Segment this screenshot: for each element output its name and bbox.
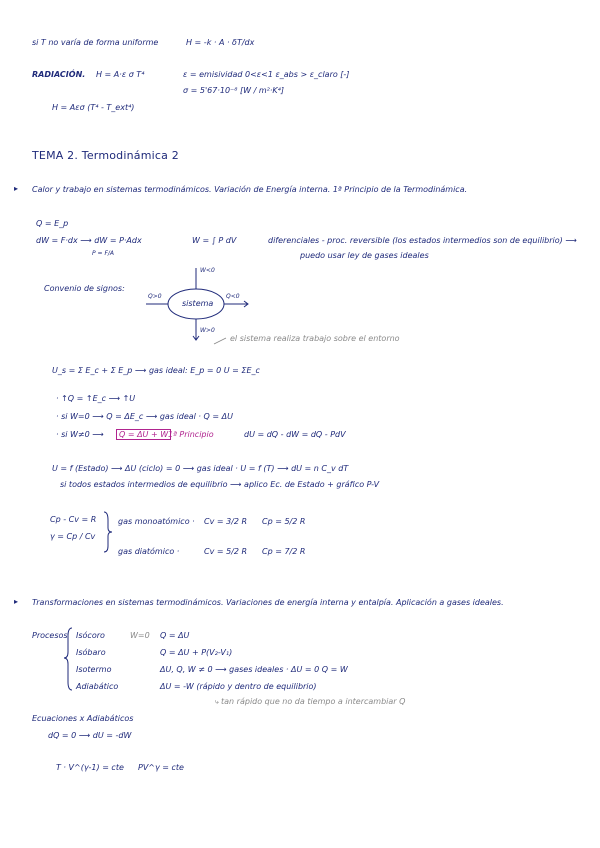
formula: W=0 xyxy=(130,631,150,640)
convenio-label: Convenio de signos: xyxy=(44,284,125,293)
formula: Cp = 7/2 R xyxy=(262,547,306,556)
sistema-label: sistema xyxy=(182,299,214,308)
label: Q>0 xyxy=(148,293,162,300)
formula: · si W≠0 ⟶ xyxy=(56,430,104,439)
formula: H = -k · A · δT/dx xyxy=(186,38,255,47)
ecuaciones-label: Ecuaciones x Adiabáticos xyxy=(32,714,134,723)
page-title: TEMA 2. Termodinámica 2 xyxy=(32,149,179,162)
process-isobaro: Isóbaro xyxy=(76,648,106,657)
formula: σ = 5'67·10⁻⁸ [W / m²·K⁴] xyxy=(183,86,284,95)
formula: puedo usar ley de gases ideales xyxy=(300,251,429,260)
formula: T · V^(γ-1) = cte xyxy=(56,763,124,772)
label: W>0 xyxy=(200,327,215,334)
formula: Cp - Cv = R xyxy=(50,515,97,524)
radiacion-label: RADIACIÓN. xyxy=(32,70,86,79)
formula: H = Aεσ (T⁴ - T_ext⁴) xyxy=(52,103,135,112)
formula: γ = Cp / Cv xyxy=(50,532,96,541)
label: Q<0 xyxy=(226,293,240,300)
formula: diferenciales - proc. reversible (los estados intermedios son de equilibrio) ⟶ xyxy=(268,236,577,245)
bullet-icon: ▸ xyxy=(14,184,19,193)
formula: Q = ΔU + P(V₂-V₁) xyxy=(160,648,233,657)
procesos-label: Procesos xyxy=(32,631,68,640)
formula: P = F/A xyxy=(92,250,115,257)
section-heading: Calor y trabajo en sistemas termodinámicos. Variación de Energía interna. 1ª Principio de la Termodinámica. xyxy=(32,185,468,194)
text-line: si T no varía de forma uniforme xyxy=(32,38,159,47)
note: el sistema realiza trabajo sobre el entorno xyxy=(230,334,400,343)
formula: Q = ΔU xyxy=(160,631,190,640)
formula: W = ∫ P dV xyxy=(192,236,237,245)
formula: Q = E_p xyxy=(36,219,69,228)
formula: ΔU, Q, W ≠ 0 ⟶ gases ideales · ΔU = 0 Q = W xyxy=(160,665,348,674)
formula: dU = dQ - dW = dQ - PdV xyxy=(244,430,346,439)
formula: Cv = 5/2 R xyxy=(204,547,248,556)
formula: Cv = 3/2 R xyxy=(204,517,248,526)
formula: PV^γ = cte xyxy=(138,763,184,772)
label: W<0 xyxy=(200,267,215,274)
first-principle-box: Q = ΔU + W xyxy=(116,429,171,440)
formula: · si W=0 ⟶ Q = ΔE_c ⟶ gas ideal · Q = ΔU xyxy=(56,412,233,421)
formula: si todos estados intermedios de equilibrio ⟶ aplico Ec. de Estado + gráfico P-V xyxy=(60,480,380,489)
formula: U_s = Σ E_c + Σ E_p ⟶ gas ideal: E_p = 0 U = ΣE_c xyxy=(52,366,260,375)
section-heading: Transformaciones en sistemas termodinámicos. Variaciones de energía interna y entalpía. Aplicación a gases ideales. xyxy=(32,598,504,607)
formula: gas monoatómico · xyxy=(118,517,195,526)
bullet-icon: ▸ xyxy=(14,597,19,606)
formula: ΔU = -W (rápido y dentro de equilibrio) xyxy=(160,682,317,691)
formula: dQ = 0 ⟶ dU = -dW xyxy=(48,731,132,740)
process-isotermo: Isotermo xyxy=(76,665,112,674)
formula: ε = emisividad 0<ε<1 ε_abs > ε_claro [-] xyxy=(183,70,350,79)
process-isocoro: Isócoro xyxy=(76,631,105,640)
process-adiabatico: Adiabático xyxy=(76,682,119,691)
note: ⤷ tan rápido que no da tiempo a intercambiar Q xyxy=(214,697,406,706)
formula: H = A·ε σ T⁴ xyxy=(96,70,145,79)
formula: gas diatómico · xyxy=(118,547,180,556)
formula: dW = F·dx ⟶ dW = P·Adx xyxy=(36,236,142,245)
formula: Cp = 5/2 R xyxy=(262,517,306,526)
formula: U = f (Estado) ⟶ ΔU (ciclo) = 0 ⟶ gas ideal · U = f (T) ⟶ dU = n C_v dT xyxy=(52,464,349,473)
formula: · ↑Q = ↑E_c ⟶ ↑U xyxy=(56,394,136,403)
first-principle-label: 1ª Principio xyxy=(168,430,214,439)
